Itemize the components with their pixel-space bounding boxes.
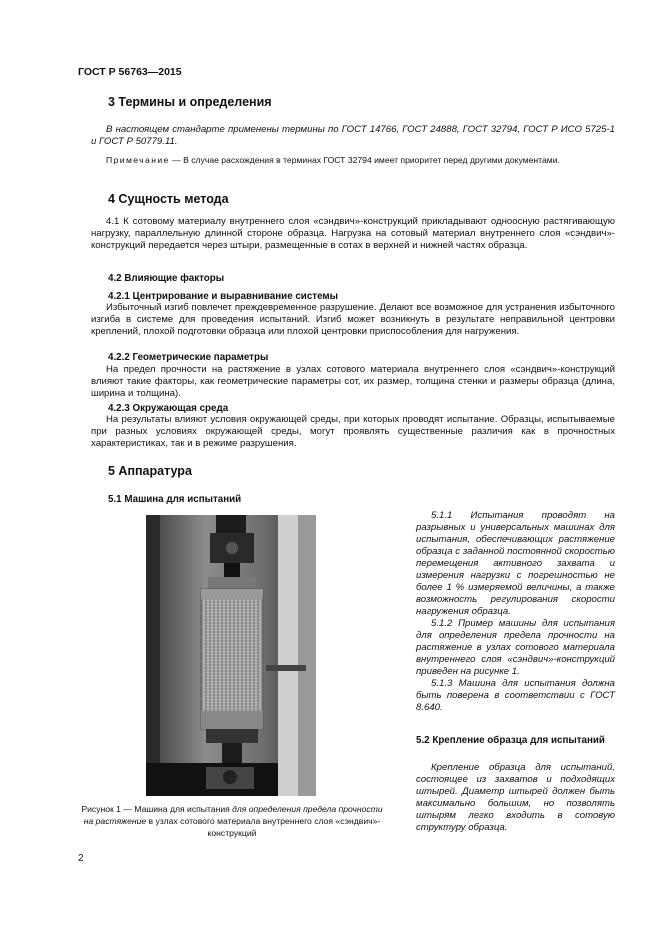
test-machine-photo bbox=[146, 515, 316, 796]
paragraph-5-1-3: 5.1.3 Машина для испытания должна быть поверена в соответствии с ГОСТ 8.640. bbox=[416, 678, 615, 713]
caption-tail: в узлах сотового материала внутреннего слоя «сэндвич»-конструкций bbox=[146, 816, 381, 838]
subsection-5-1-title: 5.1 Машина для испытаний bbox=[108, 494, 242, 505]
note-label: Примечание bbox=[106, 155, 170, 165]
note-text: — В случае расхождения в терминах ГОСТ 32794 имеет приоритет перед другими документами. bbox=[169, 155, 560, 165]
paragraph-5-1-2: 5.1.2 Пример машины для испытания для определения предела прочности на растяжение в узлах сотового материала внутреннего слоя «сэндвич»-конструкций приведен на рисунке 1. bbox=[416, 618, 615, 677]
subsection-5-2-title: 5.2 Крепление образца для испытаний bbox=[416, 735, 605, 746]
section-4-title: 4 Сущность метода bbox=[108, 192, 229, 206]
figure-caption bbox=[78, 803, 386, 839]
section-3-note bbox=[91, 154, 615, 166]
paragraph-4-2-3: На результаты влияют условия окружающей среды, при которых проводят испытание. Образцы, испытываемые при разных условиях окружающей среды, могут проявлять существенные различия как в прочностных характеристиках, так и в режиме разрушения. bbox=[91, 414, 615, 449]
right-column bbox=[416, 510, 615, 714]
subsection-4-2-title: 4.2 Влияющие факторы bbox=[108, 273, 225, 284]
section-3-title: 3 Термины и определения bbox=[108, 95, 272, 109]
page-number: 2 bbox=[78, 853, 84, 864]
document-header: ГОСТ Р 56763—2015 bbox=[78, 66, 182, 78]
section-3-text: В настоящем стандарте применены термины по ГОСТ 14766, ГОСТ 24888, ГОСТ 32794, ГОСТ Р ИСО 5725-1 и ГОСТ Р 50779.11. bbox=[91, 124, 615, 147]
paragraph-4-2-2: На предел прочности на растяжение в узлах сотового материала внутреннего слоя «сэндвич»-конструкций влияют такие факторы, как геометрические параметры сот, их размер, толщина стенки и размеры образца (длина, ширина и толщина). bbox=[91, 364, 615, 399]
paragraph-4-2-1: Избыточный изгиб повлечет преждевременное разрушение. Делают все возможное для устранения избыточного изгиба в системе для проведения испытаний. Изгиб может возникнуть в результате неправильной центровки креплений, плохой подготовки образца или плохой центровки приспособления для нагружения. bbox=[91, 302, 615, 337]
section-5-title: 5 Аппаратура bbox=[108, 464, 192, 478]
paragraph-5-2: Крепление образца для испытаний, состоящее из захватов и подходящих штырей. Диаметр штырей должен быть максимально большим, но позволять штырям легко входить в сотовую структуру образца. bbox=[416, 762, 615, 833]
caption-label: Рисунок 1 — Машина для испытания bbox=[81, 804, 233, 814]
subsection-4-2-1-title: 4.2.1 Центрирование и выравнивание системы bbox=[108, 291, 339, 302]
subsection-4-2-3-title: 4.2.3 Окружающая среда bbox=[108, 403, 229, 414]
paragraph-4-1: 4.1 К сотовому материалу внутреннего слоя «сэндвич»-конструкций прикладывают одноосную растягивающую нагрузку, параллельную длинной стороне образца. Нагрузка на сотовый материал внутреннего слоя «сэндвич»-конструкций передается через штыри, размещенные в сотах в верхней и нижней частях образца. bbox=[91, 216, 615, 251]
right-column-5-2 bbox=[416, 762, 615, 834]
subsection-4-2-2-title: 4.2.2 Геометрические параметры bbox=[108, 352, 269, 363]
paragraph-5-1-1: 5.1.1 Испытания проводят на разрывных и универсальных машинах для испытания, обеспечивающих растяжение образца с заданной постоянной скоростью перемещения активного захвата и измерения нагрузки с погрешностью не более 1 % измеряемой величины, а также возможность регулирования скорости нагружения образца. bbox=[416, 510, 615, 617]
caption-italic: для определения предела прочности на растяжение bbox=[83, 804, 383, 826]
